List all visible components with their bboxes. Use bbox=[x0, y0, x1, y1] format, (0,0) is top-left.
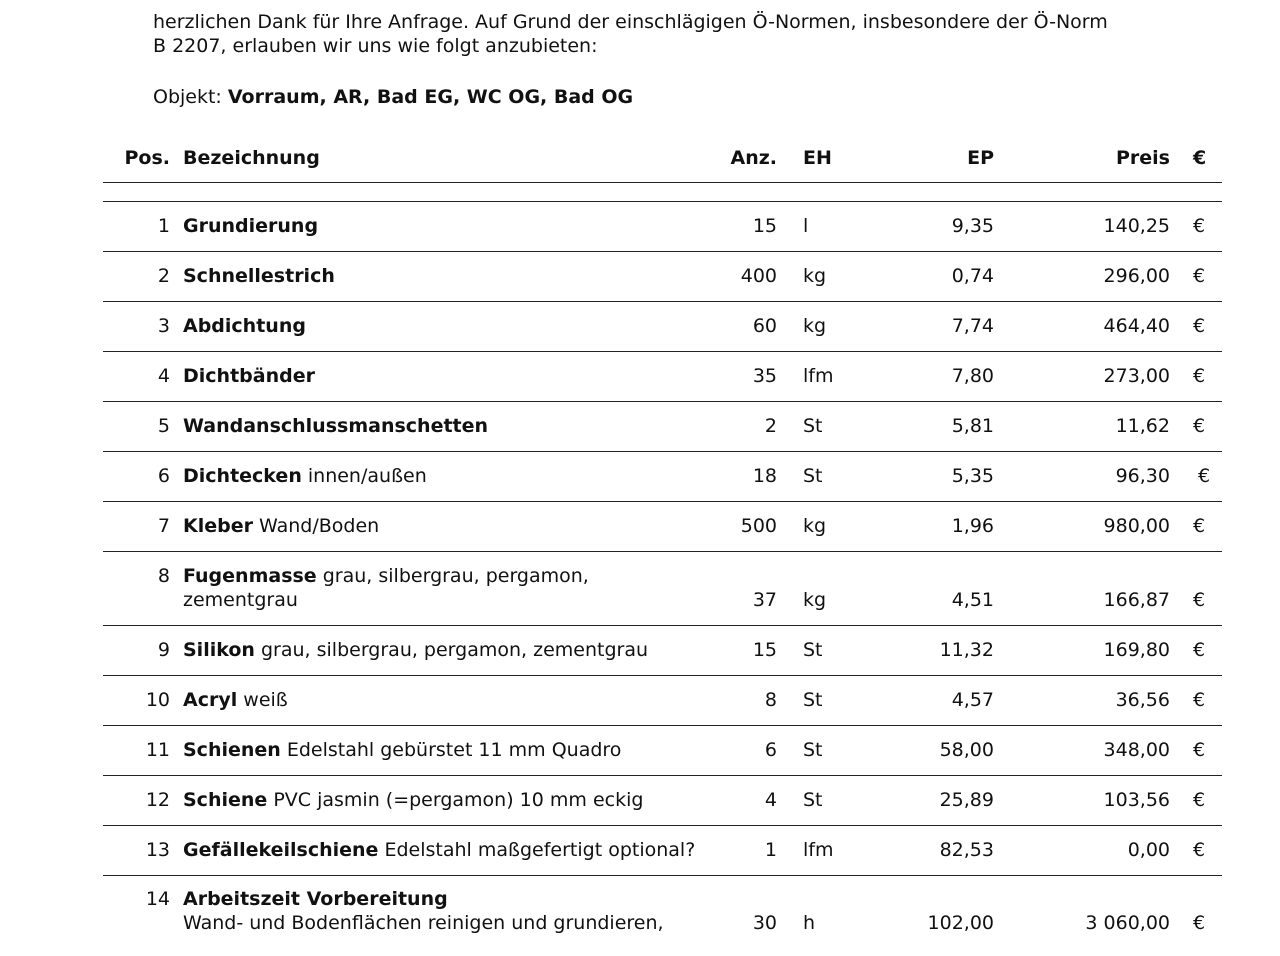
header-anz: Anz. bbox=[730, 147, 777, 169]
row-ep: 7,74 bbox=[951, 315, 994, 337]
row-title: Arbeitszeit Vorbereitung bbox=[183, 888, 448, 910]
row-title: Abdichtung bbox=[183, 315, 306, 337]
table-row bbox=[103, 452, 1222, 502]
row-title: Fugenmasse bbox=[183, 565, 317, 587]
row-anz: 37 bbox=[752, 589, 777, 611]
row-currency: € bbox=[1193, 265, 1206, 287]
row-detail: grau, silbergrau, pergamon, zementgrau bbox=[254, 639, 649, 661]
row-detail: Edelstahl maßgefertigt optional? bbox=[378, 839, 696, 861]
header-pos: Pos. bbox=[124, 147, 170, 169]
row-currency: € bbox=[1198, 465, 1211, 487]
intro-line-1: herzlichen Dank für Ihre Anfrage. Auf Grund der einschlägigen Ö-Normen, insbesondere der Ö-Norm bbox=[153, 11, 1108, 33]
row-currency: € bbox=[1193, 365, 1206, 387]
row-detail: Wand/Boden bbox=[252, 515, 380, 537]
row-currency: € bbox=[1193, 215, 1206, 237]
row-eh: kg bbox=[803, 589, 827, 611]
row-anz: 400 bbox=[740, 265, 777, 287]
row-title: Wandanschlussmanschetten bbox=[183, 415, 489, 437]
table-row bbox=[103, 626, 1222, 676]
intro-line-2: B 2207, erlauben wir uns wie folgt anzubieten: bbox=[153, 35, 598, 57]
row-pos: 13 bbox=[145, 839, 170, 861]
row-pos: 7 bbox=[157, 515, 170, 537]
header-currency: € bbox=[1193, 147, 1207, 169]
object-line bbox=[153, 85, 633, 109]
row-pos: 4 bbox=[157, 365, 170, 387]
row-eh: kg bbox=[803, 315, 827, 337]
row-pos: 6 bbox=[157, 465, 170, 487]
header-desc: Bezeichnung bbox=[183, 147, 320, 169]
intro-text bbox=[153, 10, 1153, 58]
row-currency: € bbox=[1193, 739, 1206, 761]
row-pos: 9 bbox=[157, 639, 170, 661]
row-desc bbox=[183, 214, 713, 238]
row-pos: 1 bbox=[157, 215, 170, 237]
row-desc bbox=[183, 838, 713, 862]
row-title: Kleber bbox=[183, 515, 253, 537]
row-eh: kg bbox=[803, 265, 827, 287]
row-anz: 60 bbox=[752, 315, 777, 337]
row-eh: St bbox=[803, 789, 823, 811]
row-title: Grundierung bbox=[183, 215, 319, 237]
row-currency: € bbox=[1193, 415, 1206, 437]
row-preis: 140,25 bbox=[1103, 215, 1170, 237]
row-ep: 82,53 bbox=[939, 839, 994, 861]
row-preis: 96,30 bbox=[1115, 465, 1170, 487]
table-row bbox=[103, 302, 1222, 352]
row-detail: Wand- und Bodenflächen reinigen und grundieren, bbox=[183, 912, 664, 934]
row-currency: € bbox=[1193, 315, 1206, 337]
row-eh: lfm bbox=[803, 839, 834, 861]
row-detail: PVC jasmin (=pergamon) 10 mm eckig bbox=[267, 789, 644, 811]
row-ep: 5,35 bbox=[951, 465, 994, 487]
row-pos: 11 bbox=[145, 739, 170, 761]
row-preis: 166,87 bbox=[1103, 589, 1170, 611]
row-desc bbox=[183, 788, 713, 812]
row-preis: 3 060,00 bbox=[1085, 912, 1170, 934]
row-title: Silikon bbox=[183, 639, 255, 661]
row-ep: 11,32 bbox=[939, 639, 994, 661]
row-currency: € bbox=[1193, 839, 1206, 861]
row-desc bbox=[183, 264, 713, 288]
row-anz: 4 bbox=[764, 789, 777, 811]
table-row bbox=[103, 676, 1222, 726]
row-detail: grau, silbergrau, pergamon, zementgrau bbox=[183, 565, 589, 611]
table-row bbox=[103, 726, 1222, 776]
row-desc bbox=[183, 688, 713, 712]
row-eh: lfm bbox=[803, 365, 834, 387]
table-header bbox=[103, 142, 1222, 183]
row-anz: 30 bbox=[752, 912, 777, 934]
row-currency: € bbox=[1193, 789, 1206, 811]
row-ep: 5,81 bbox=[951, 415, 994, 437]
row-pos: 10 bbox=[145, 689, 170, 711]
row-ep: 58,00 bbox=[939, 739, 994, 761]
row-currency: € bbox=[1193, 515, 1206, 537]
row-preis: 103,56 bbox=[1103, 789, 1170, 811]
row-preis: 296,00 bbox=[1103, 265, 1170, 287]
row-desc bbox=[183, 314, 713, 338]
row-ep: 1,96 bbox=[951, 515, 994, 537]
row-eh: St bbox=[803, 415, 823, 437]
row-preis: 980,00 bbox=[1103, 515, 1170, 537]
row-preis: 11,62 bbox=[1115, 415, 1170, 437]
row-ep: 4,51 bbox=[951, 589, 994, 611]
row-desc bbox=[183, 464, 713, 488]
row-eh: h bbox=[803, 912, 816, 934]
header-spacer bbox=[103, 183, 1222, 202]
table-row bbox=[103, 826, 1222, 876]
row-desc bbox=[183, 887, 713, 935]
row-anz: 35 bbox=[752, 365, 777, 387]
row-pos: 2 bbox=[157, 265, 170, 287]
row-preis: 36,56 bbox=[1115, 689, 1170, 711]
header-eh: EH bbox=[803, 147, 832, 169]
row-desc bbox=[183, 364, 713, 388]
row-anz: 18 bbox=[752, 465, 777, 487]
row-detail: weiß bbox=[237, 689, 288, 711]
row-anz: 2 bbox=[764, 415, 777, 437]
row-eh: St bbox=[803, 689, 823, 711]
table-row bbox=[103, 776, 1222, 826]
table-row bbox=[103, 202, 1222, 252]
table-row bbox=[103, 876, 1222, 956]
row-title: Gefällekeilschiene bbox=[183, 839, 379, 861]
row-currency: € bbox=[1193, 589, 1206, 611]
row-pos: 14 bbox=[145, 888, 170, 910]
row-anz: 15 bbox=[752, 639, 777, 661]
row-desc bbox=[183, 738, 713, 762]
row-currency: € bbox=[1193, 912, 1206, 934]
row-anz: 15 bbox=[752, 215, 777, 237]
row-preis: 464,40 bbox=[1103, 315, 1170, 337]
offer-table bbox=[103, 142, 1222, 956]
object-label: Objekt: bbox=[153, 86, 228, 108]
row-title: Dichtecken bbox=[183, 465, 302, 487]
object-value: Vorraum, AR, Bad EG, WC OG, Bad OG bbox=[227, 86, 634, 108]
row-preis: 348,00 bbox=[1103, 739, 1170, 761]
row-detail: Edelstahl gebürstet 11 mm Quadro bbox=[280, 739, 622, 761]
row-anz: 6 bbox=[764, 739, 777, 761]
header-preis: Preis bbox=[1115, 147, 1170, 169]
row-desc bbox=[183, 414, 713, 438]
header-ep: EP bbox=[967, 147, 994, 169]
row-title: Schienen bbox=[183, 739, 281, 761]
row-anz: 1 bbox=[764, 839, 777, 861]
row-eh: St bbox=[803, 465, 823, 487]
row-eh: kg bbox=[803, 515, 827, 537]
row-currency: € bbox=[1193, 639, 1206, 661]
row-eh: l bbox=[803, 215, 809, 237]
row-preis: 0,00 bbox=[1127, 839, 1170, 861]
row-ep: 102,00 bbox=[927, 912, 994, 934]
table-row bbox=[103, 402, 1222, 452]
row-ep: 25,89 bbox=[939, 789, 994, 811]
row-desc bbox=[183, 638, 713, 662]
row-anz: 500 bbox=[740, 515, 777, 537]
row-eh: St bbox=[803, 639, 823, 661]
table-row bbox=[103, 352, 1222, 402]
row-ep: 9,35 bbox=[951, 215, 994, 237]
row-title: Schiene bbox=[183, 789, 268, 811]
row-preis: 169,80 bbox=[1103, 639, 1170, 661]
row-desc bbox=[183, 514, 713, 538]
row-ep: 0,74 bbox=[951, 265, 994, 287]
row-pos: 5 bbox=[157, 415, 170, 437]
table-row bbox=[103, 252, 1222, 302]
row-currency: € bbox=[1193, 689, 1206, 711]
row-detail: innen/außen bbox=[301, 465, 427, 487]
row-pos: 3 bbox=[157, 315, 170, 337]
row-title: Schnellestrich bbox=[183, 265, 335, 287]
row-desc bbox=[183, 564, 603, 612]
row-title: Dichtbänder bbox=[183, 365, 315, 387]
row-pos: 12 bbox=[145, 789, 170, 811]
row-ep: 7,80 bbox=[951, 365, 994, 387]
table-row bbox=[103, 502, 1222, 552]
row-eh: St bbox=[803, 739, 823, 761]
row-pos: 8 bbox=[157, 565, 170, 587]
row-ep: 4,57 bbox=[951, 689, 994, 711]
row-anz: 8 bbox=[764, 689, 777, 711]
row-preis: 273,00 bbox=[1103, 365, 1170, 387]
table-row bbox=[103, 552, 1222, 626]
row-title: Acryl bbox=[183, 689, 238, 711]
